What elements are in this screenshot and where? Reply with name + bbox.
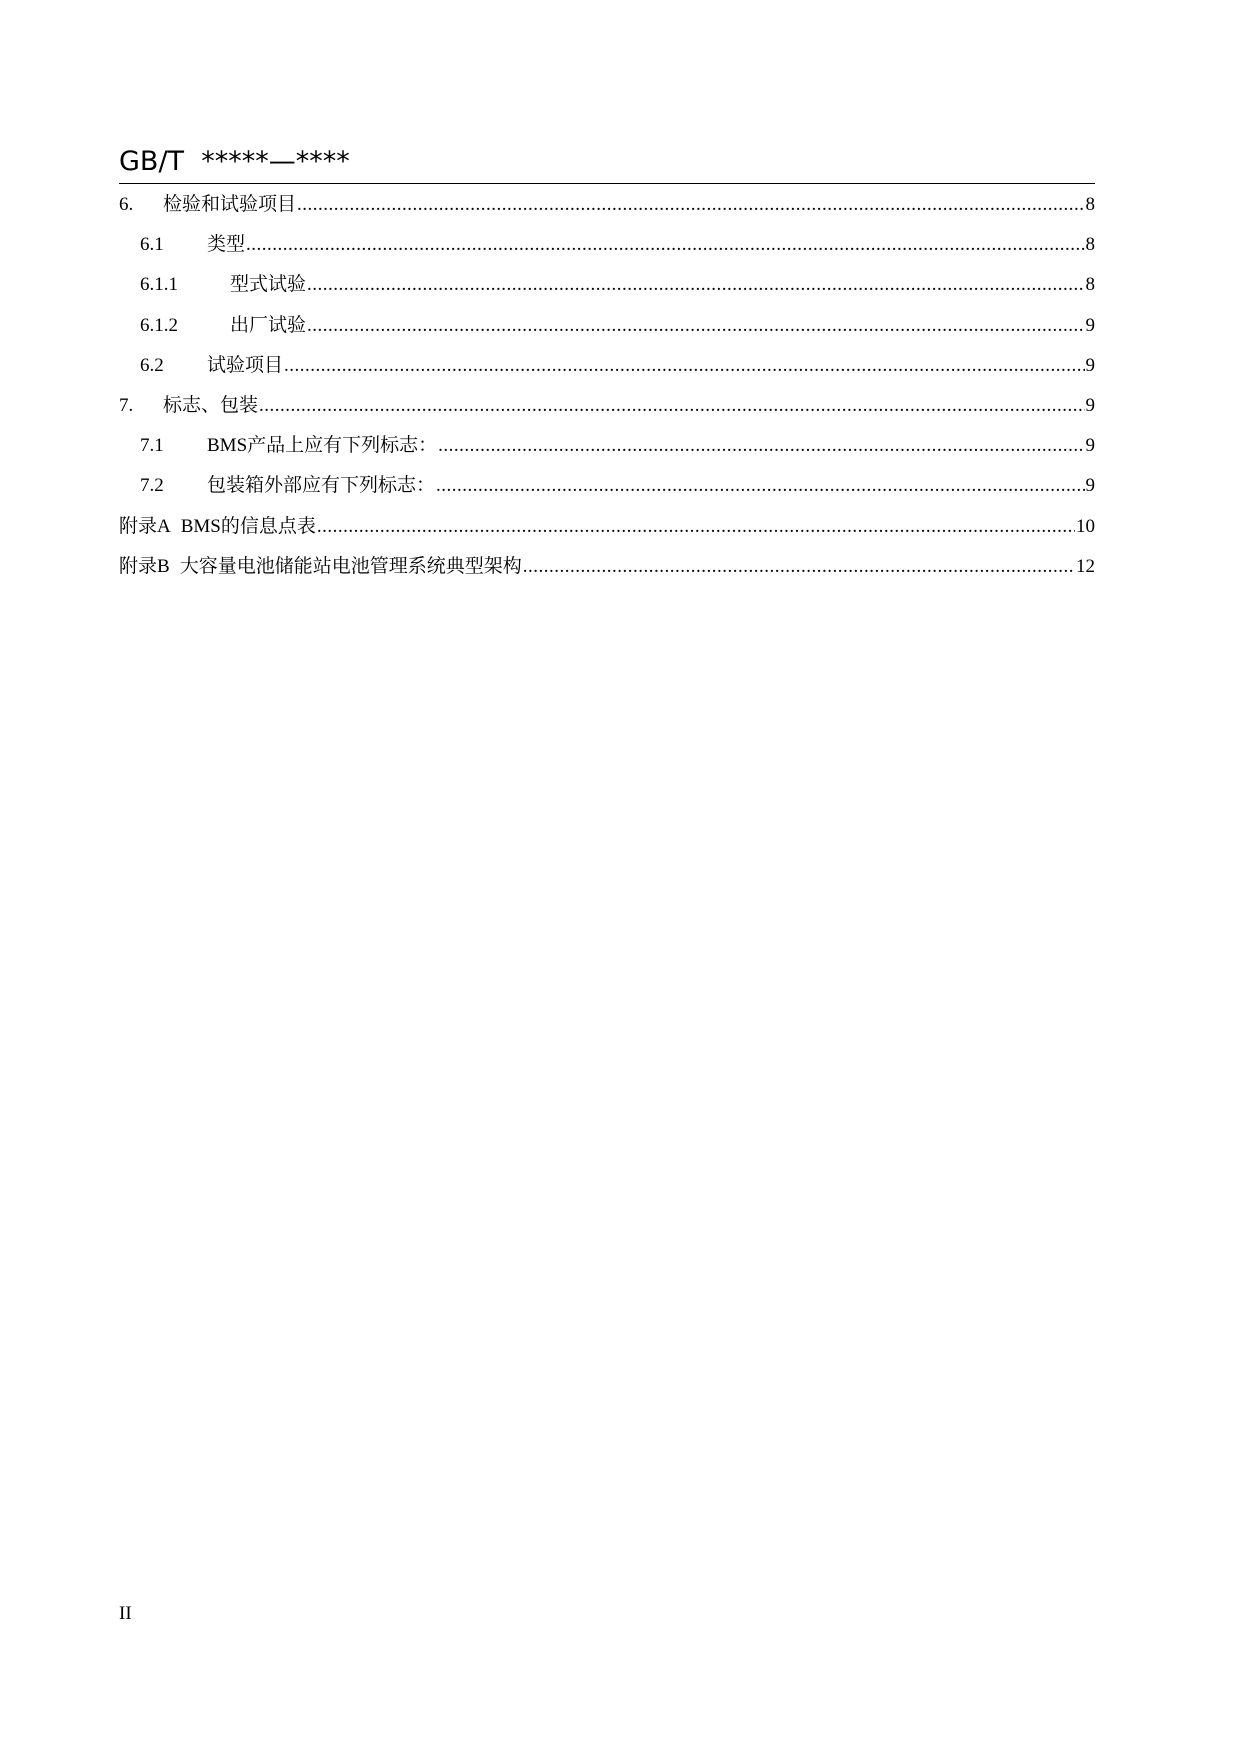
toc-entry-page: 9 — [1085, 394, 1095, 416]
toc-entry-page: 9 — [1085, 314, 1095, 336]
table-of-contents — [119, 185, 1095, 587]
toc-entry-number: 6.2 — [140, 354, 164, 376]
toc-entry-page: 12 — [1076, 555, 1095, 577]
toc-entry-7-2[interactable] — [119, 466, 1095, 506]
toc-entry-title: 试验项目 — [207, 354, 284, 376]
toc-entry-number: 附录B — [119, 555, 170, 577]
toc-entry-page: 9 — [1085, 475, 1095, 497]
toc-entry-7[interactable] — [119, 386, 1095, 426]
toc-entry-page: 8 — [1085, 274, 1095, 296]
toc-entry-number: 7. — [119, 394, 134, 416]
toc-dot-leader — [246, 225, 1084, 265]
toc-entry-page: 9 — [1085, 435, 1095, 457]
page-header — [119, 144, 1095, 184]
toc-dot-leader — [307, 265, 1084, 305]
toc-entry-number: 7.2 — [140, 475, 164, 497]
toc-entry-number: 6.1.2 — [140, 314, 178, 336]
toc-entry-page: 8 — [1085, 194, 1095, 215]
toc-entry-title: 出厂试验 — [230, 314, 307, 336]
toc-dot-leader — [436, 466, 1084, 506]
toc-dot-leader — [259, 386, 1084, 426]
toc-entry-number: 7.1 — [140, 435, 164, 457]
toc-entry-7-1[interactable] — [119, 426, 1095, 466]
toc-entry-title: 包装箱外部应有下列标志： — [207, 475, 436, 497]
toc-dot-leader — [438, 426, 1084, 466]
toc-entry-page: 8 — [1085, 234, 1095, 256]
toc-entry-appendix-b[interactable] — [119, 547, 1095, 587]
toc-entry-6-1-1[interactable] — [119, 265, 1095, 305]
toc-dot-leader — [307, 306, 1084, 346]
toc-entry-title: 检验和试验项目 — [163, 194, 297, 215]
toc-entry-6-2[interactable] — [119, 346, 1095, 386]
toc-dot-leader — [284, 346, 1084, 386]
toc-entry-appendix-a[interactable] — [119, 507, 1095, 547]
toc-dot-leader — [317, 507, 1075, 547]
toc-entry-number: 6.1 — [140, 234, 164, 256]
toc-entry-title: BMS产品上应有下列标志： — [207, 435, 438, 457]
toc-entry-number: 6.1.1 — [140, 274, 178, 296]
page-number: II — [119, 1603, 132, 1624]
toc-entry-6-1-2[interactable] — [119, 306, 1095, 346]
toc-entry-title: 大容量电池储能站电池管理系统典型架构 — [179, 555, 522, 577]
toc-entry-number: 6. — [119, 194, 134, 215]
toc-dot-leader — [523, 547, 1075, 587]
toc-entry-page: 10 — [1076, 515, 1095, 537]
toc-dot-leader — [297, 185, 1084, 225]
toc-entry-title: 类型 — [207, 234, 246, 256]
toc-entry-title: BMS的信息点表 — [180, 515, 316, 537]
toc-entry-6-1[interactable] — [119, 225, 1095, 265]
toc-entry-title: 型式试验 — [230, 274, 307, 296]
standard-code: GB/T *****—**** — [119, 146, 350, 177]
toc-entry-page: 9 — [1085, 354, 1095, 376]
toc-entry-number: 附录A — [119, 515, 171, 537]
toc-entry-6[interactable] — [119, 185, 1095, 225]
toc-entry-title: 标志、包装 — [163, 394, 259, 416]
